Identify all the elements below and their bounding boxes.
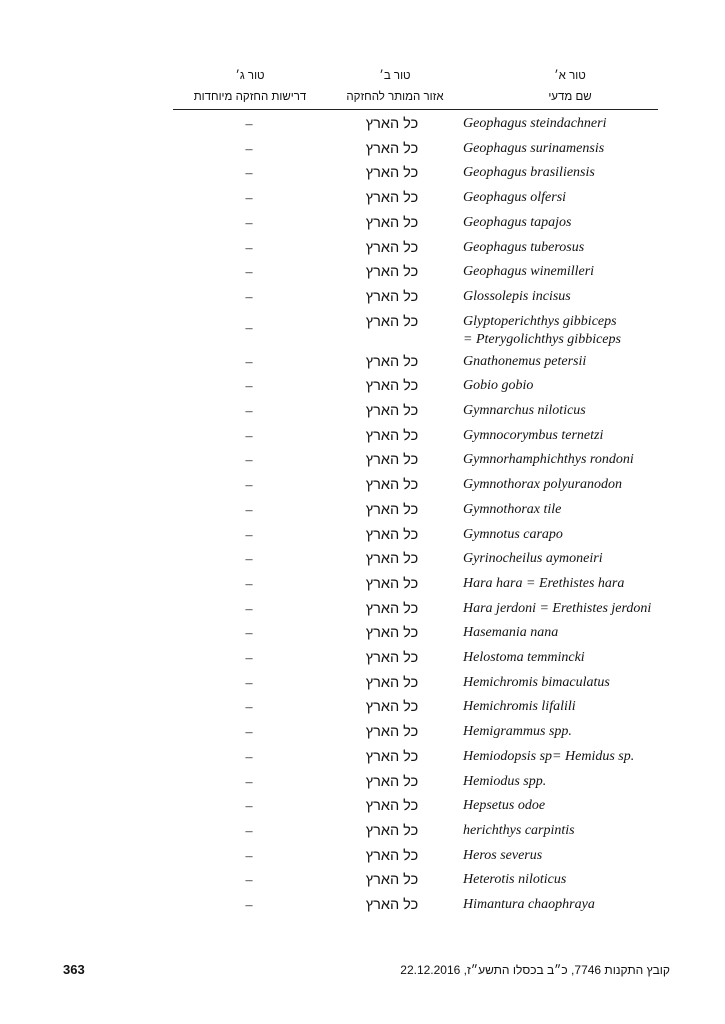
permitted-region-cell: כל הארץ (365, 288, 419, 305)
special-requirements-cell: – (245, 774, 253, 790)
permitted-region-cell: כל הארץ (365, 427, 419, 444)
scientific-name: Geophagus brasiliensis (463, 165, 595, 181)
scientific-name: Hemichromis lifalili (463, 699, 576, 715)
permitted-region-cell: כל הארץ (365, 116, 419, 132)
permitted-region-cell: כל הארץ (365, 650, 419, 666)
col-c-title: טור ג׳ (235, 70, 265, 82)
scientific-name-cell (463, 313, 713, 349)
scientific-name-cell (463, 624, 713, 642)
special-requirements-cell: – (245, 502, 253, 518)
permitted-region-cell: כל הארץ (365, 239, 419, 256)
permitted-region-cell: כל הארץ (365, 403, 419, 419)
special-requirements-cell: – (245, 823, 253, 839)
special-requirements-cell: – (245, 898, 253, 913)
permitted-region-cell: כל הארץ (365, 526, 419, 543)
scientific-name-cell (463, 723, 713, 741)
scientific-name-cell (463, 773, 713, 791)
special-requirements-cell: – (245, 265, 253, 281)
special-requirements-cell: – (245, 379, 253, 395)
scientific-name: Geophagus surinamensis (463, 140, 605, 156)
scientific-name: Hara jerdoni = Erethistes jerdoni (463, 600, 652, 616)
special-requirements-cell: – (245, 289, 253, 305)
permitted-region-cell: כל הארץ (365, 264, 419, 281)
scientific-name-cell (463, 649, 713, 667)
permitted-region-cell: כל הארץ (365, 190, 419, 207)
permitted-region-cell: כל הארץ (365, 625, 419, 642)
scientific-name-cell (463, 698, 713, 716)
special-requirements-cell: – (245, 527, 253, 543)
permitted-region-cell: כל הארץ (365, 140, 419, 157)
scientific-name-cell (463, 288, 713, 306)
footer-title: קובץ התקנות 7746, כ״ב בכסלו התשע״ז, 22.12.2016 (400, 963, 670, 977)
special-requirements-cell: – (245, 191, 253, 207)
permitted-region-cell: כל הארץ (365, 165, 419, 182)
permitted-region-cell: כל הארץ (365, 477, 419, 494)
permitted-region-cell: כל הארץ (365, 575, 419, 592)
permitted-region-cell: כל הארץ (365, 822, 419, 839)
scientific-name-cell (463, 797, 713, 815)
col-c-subtitle: דרישות החזקה מיוחדות (193, 91, 307, 103)
permitted-region-cell: כל הארץ (365, 798, 419, 815)
permitted-region-cell: כל הארץ (365, 773, 419, 790)
header-divider (173, 109, 658, 110)
scientific-name-synonym: = Pterygolichthys gibbiceps (463, 331, 621, 347)
scientific-name-cell (463, 476, 713, 494)
scientific-name: Gymnorhamphichthys rondoni (463, 452, 634, 468)
special-requirements-cell: – (245, 552, 253, 568)
special-requirements-cell: – (245, 675, 253, 691)
permitted-region-cell: כל הארץ (365, 353, 419, 370)
special-requirements-cell: – (245, 478, 253, 494)
permitted-region-cell: כל הארץ (365, 501, 419, 518)
scientific-name-cell (463, 214, 713, 232)
scientific-name: Hemigrammus spp. (463, 724, 572, 740)
scientific-name-cell (463, 451, 713, 469)
scientific-name-cell (463, 189, 713, 207)
scientific-name-cell (463, 896, 713, 914)
permitted-region-cell: כל הארץ (365, 699, 419, 716)
scientific-name-cell (463, 140, 713, 158)
scientific-name-cell (463, 674, 713, 692)
scientific-name-cell (463, 427, 713, 445)
scientific-name: Geophagus olfersi (463, 190, 567, 206)
special-requirements-cell: – (245, 576, 253, 592)
page-number: 363 (63, 962, 85, 977)
scientific-name-cell (463, 600, 713, 618)
scientific-name-cell (463, 847, 713, 865)
table-header-subtitles (0, 91, 725, 107)
permitted-region-cell: כל הארץ (365, 897, 419, 913)
scientific-name: Hasemania nana (463, 625, 559, 641)
scientific-name-cell (463, 575, 713, 593)
col-b-subtitle: אזור המותר להחזקה (346, 91, 444, 103)
permitted-region-cell: כל הארץ (365, 214, 419, 231)
scientific-name: Gymnarchus niloticus (463, 403, 586, 418)
scientific-name-cell (463, 263, 713, 281)
special-requirements-cell: – (245, 320, 253, 336)
permitted-region-cell: כל הארץ (365, 378, 419, 395)
col-a-subtitle: שם מדעי (548, 91, 592, 103)
permitted-region-cell: כל הארץ (365, 600, 419, 617)
special-requirements-cell: – (245, 428, 253, 444)
permitted-region-cell: כל הארץ (365, 847, 419, 864)
special-requirements-cell: – (245, 749, 253, 765)
scientific-name-cell (463, 871, 713, 889)
scientific-name-cell (463, 353, 713, 371)
scientific-name: Hemiodus spp. (463, 773, 547, 789)
scientific-name: Hemichromis bimaculatus (463, 674, 610, 690)
permitted-region-cell: כל הארץ (365, 551, 419, 568)
scientific-name-cell (463, 377, 713, 395)
special-requirements-cell: – (245, 215, 253, 231)
scientific-name: Geophagus tuberosus (463, 239, 585, 255)
special-requirements-cell: – (245, 354, 253, 370)
scientific-name-cell (463, 501, 713, 519)
scientific-name: Heterotis niloticus (463, 872, 567, 888)
special-requirements-cell: – (245, 141, 253, 157)
scientific-name: Himantura chaophraya (463, 897, 595, 912)
special-requirements-cell: – (245, 404, 253, 419)
permitted-region-cell: כל הארץ (365, 674, 419, 691)
special-requirements-cell: – (245, 453, 253, 469)
table-header-titles (0, 70, 725, 86)
permitted-region-cell: כל הארץ (365, 872, 419, 889)
scientific-name: Geophagus tapajos (463, 214, 572, 230)
scientific-name: Glossolepis incisus (463, 288, 571, 304)
scientific-name: Gymnothorax polyuranodon (463, 477, 623, 493)
special-requirements-cell: – (245, 601, 253, 617)
special-requirements-cell: – (245, 166, 253, 182)
scientific-name: Gnathonemus petersii (463, 353, 587, 369)
scientific-name-cell (463, 164, 713, 182)
special-requirements-cell: – (245, 873, 253, 889)
special-requirements-cell: – (245, 700, 253, 716)
scientific-name: Helostoma temmincki (463, 650, 585, 665)
scientific-name-cell (463, 748, 713, 766)
permitted-region-cell: כל הארץ (365, 452, 419, 469)
permitted-region-cell: כל הארץ (365, 724, 419, 741)
scientific-name-cell (463, 822, 713, 840)
special-requirements-cell: – (245, 848, 253, 864)
special-requirements-cell: – (245, 626, 253, 642)
scientific-name-cell (463, 402, 713, 420)
scientific-name-cell (463, 526, 713, 544)
special-requirements-cell: – (245, 725, 253, 741)
scientific-name: Hepsetus odoe (463, 798, 546, 814)
scientific-name-cell (463, 115, 713, 133)
scientific-name: Gymnocorymbus ternetzi (463, 427, 604, 443)
scientific-name: Gymnotus carapo (463, 526, 563, 542)
col-b-title: טור ב׳ (379, 70, 411, 82)
scientific-name: Geophagus winemilleri (463, 264, 595, 280)
permitted-region-cell: כל הארץ (365, 748, 419, 765)
scientific-name-cell (463, 550, 713, 568)
scientific-name: Hara hara = Erethistes hara (463, 575, 625, 591)
special-requirements-cell: – (245, 117, 253, 132)
scientific-name-cell (463, 239, 713, 257)
special-requirements-cell: – (245, 651, 253, 666)
special-requirements-cell: – (245, 799, 253, 815)
permitted-region-cell: כל הארץ (365, 313, 419, 330)
scientific-name: Geophagus steindachneri (463, 116, 607, 131)
scientific-name: Hemiodopsis sp= Hemidus sp. (463, 748, 635, 764)
special-requirements-cell: – (245, 240, 253, 256)
scientific-name: Heros severus (463, 847, 543, 863)
scientific-name: Gymnothorax tile (463, 501, 562, 517)
col-a-title: טור א׳ (554, 70, 586, 82)
scientific-name: Gobio gobio (463, 378, 534, 394)
scientific-name: herichthys carpintis (463, 822, 575, 838)
scientific-name: Glyptoperichthys gibbiceps (463, 313, 617, 329)
scientific-name: Gyrinocheilus aymoneiri (463, 551, 603, 567)
